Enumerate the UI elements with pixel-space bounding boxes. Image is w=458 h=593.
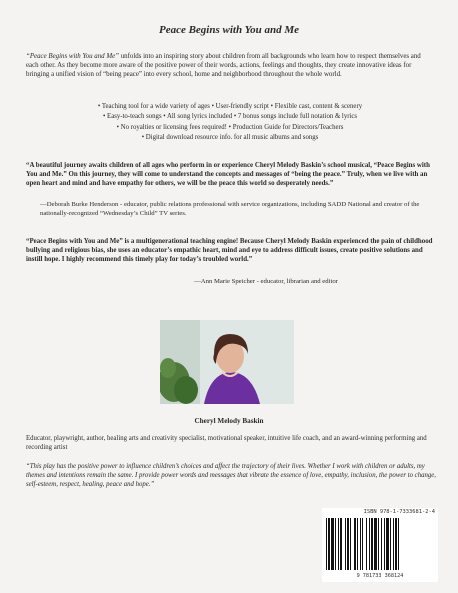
author-name-caption: Cheryl Melody Baskin (194, 417, 264, 425)
testimonial-quote-1: “A beautiful journey awaits children of all ages who perform in or experience Cheryl Melody Baskin’s school musical, “Peace Begins with You and Me.” On this journey, they will come to understand the concepts and messages of “being the peace.” Truly, when we live with an open heart and mind and have empathy for others, we will be the peace this world so desperately needs.” (26, 162, 430, 187)
author-portrait-image (160, 320, 294, 404)
features-list (26, 102, 434, 144)
feature-line: • No royalties or licensing fees required! • Production Guide for Directors/Teachers (116, 123, 344, 131)
book-title: Peace Begins with You and Me (158, 24, 300, 36)
intro-text: unfolds into an inspiring story about children from all backgrounds who learn how to respect themselves and each other. As they become more aware of the positive power of their words, actions, feelings and thoughts, they create innovative ideas for bringing a unified vision of “being peace” into every school, home and neighborhood throughout the whole world. (26, 53, 421, 78)
feature-line: • Easy-to-teach songs • All song lyrics included • 7 bonus songs include full notation & lyrics (102, 113, 358, 121)
testimonial-quote-2: “Peace Begins with You and Me” is a multigenerational teaching engine! Because Cheryl Melody Baskin experienced the pain of childhood bullying and religious bias, she uses an educator’s empathic heart, mind and eye to address difficult issues, create positive solutions and instill hope. I highly recommend this timely play for today’s troubled world.” (26, 238, 433, 263)
testimonial-attribution-2: —Ann Marie Speicher - educator, librarian and editor (194, 278, 338, 285)
author-bio: Educator, playwright, author, healing arts and creativity specialist, motivational speaker, intuitive life coach, and an award-winning performing and recording artist (26, 435, 427, 451)
feature-line: • Teaching tool for a wide variety of ages • User-friendly script • Flexible cast, content & scenery (97, 103, 363, 110)
intro-book-title: “Peace Begins with You and Me” (26, 53, 119, 60)
author-photo (160, 320, 294, 404)
author-quote: “This play has the positive power to influence children’s choices and affect the trajectory of their lives. Whether I work with children or adults, my themes and intentions remain the same. I provide power words and messages that vibrate the essence of love, empathy, inclusion, the power to change, self-esteem, respect, healing, peace and hope.” (26, 463, 437, 488)
isbn-barcode (322, 508, 438, 582)
intro-paragraph (26, 52, 434, 79)
testimonial-attribution-1: —Deborah Burke Henderson - educator, public relations professional with service organizations, including SADD National and creator of the nationally-recognized “Wednesday’s Child” TV series. (40, 201, 420, 217)
barcode-number: 9 781733 368124 (356, 573, 404, 579)
feature-line: • Digital download resource info. for all music albums and songs (141, 134, 319, 142)
isbn-text: ISBN 978-1-7333681-2-4 (363, 509, 435, 515)
barcode-icon (324, 518, 436, 572)
